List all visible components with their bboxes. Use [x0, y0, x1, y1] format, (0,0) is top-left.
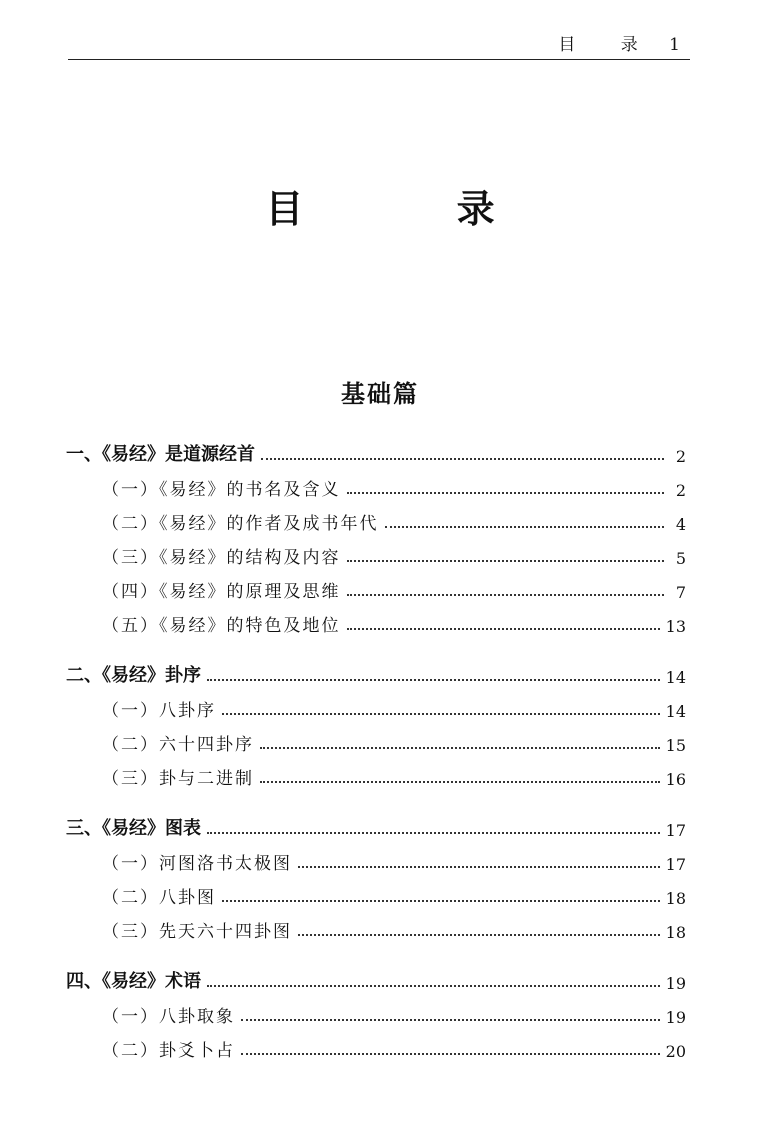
toc-entry-page: 7 — [675, 583, 686, 602]
toc-leader-dots — [261, 458, 664, 460]
toc-entry-label: （二）八卦图 — [102, 888, 216, 908]
toc-subsection-entry[interactable] — [66, 602, 686, 636]
toc-entry-label: （五）《易经》的特色及地位 — [102, 616, 341, 636]
toc-leader-dots — [222, 900, 660, 902]
toc-entry-page: 14 — [665, 702, 686, 721]
toc-leader-dots — [298, 934, 660, 936]
toc-entry-page: 17 — [665, 855, 686, 874]
toc-entry-label: （三）卦与二进制 — [102, 769, 254, 789]
page-title: 目 录 — [265, 187, 565, 231]
toc-entry-label: （一）《易经》的书名及含义 — [102, 480, 341, 500]
running-title: 目 录 — [558, 35, 658, 55]
toc-leader-dots — [260, 781, 660, 783]
toc-subsection-entry[interactable] — [66, 755, 686, 789]
toc-entry-label: 二、《易经》卦序 — [66, 665, 201, 686]
page-number: 1 — [669, 35, 682, 55]
toc-section-entry[interactable] — [66, 806, 686, 840]
toc-leader-dots — [207, 985, 660, 987]
toc-entry-page: 14 — [665, 668, 686, 687]
toc-entry-label: （二）卦爻卜占 — [102, 1041, 235, 1061]
toc-entry-page: 2 — [675, 481, 686, 500]
toc-entry-label: （三）《易经》的结构及内容 — [102, 548, 341, 568]
toc-entry-page: 18 — [665, 923, 686, 942]
toc-leader-dots — [241, 1053, 660, 1055]
toc-entry-page: 19 — [665, 974, 686, 993]
toc-leader-dots — [222, 713, 660, 715]
toc-entry-page: 16 — [665, 770, 686, 789]
toc-entry-label: （二）六十四卦序 — [102, 735, 254, 755]
toc-subsection-entry[interactable] — [66, 568, 686, 602]
toc-entry-label: （一）八卦序 — [102, 701, 216, 721]
toc-entry-label: （二）《易经》的作者及成书年代 — [102, 514, 379, 534]
toc-leader-dots — [347, 492, 665, 494]
toc-entry-label: 一、《易经》是道源经首 — [66, 444, 255, 465]
toc-leader-dots — [347, 628, 660, 630]
toc-entry-page: 15 — [665, 736, 686, 755]
running-header — [558, 30, 682, 55]
toc-entry-page: 5 — [675, 549, 686, 568]
header-rule — [68, 59, 690, 60]
toc-leader-dots — [298, 866, 660, 868]
toc-subsection-entry[interactable] — [66, 721, 686, 755]
toc-subsection-entry[interactable] — [66, 874, 686, 908]
toc-subsection-entry[interactable] — [66, 840, 686, 874]
toc-section-entry[interactable] — [66, 432, 686, 466]
toc-entry-label: 四、《易经》术语 — [66, 971, 201, 992]
toc-section-entry[interactable] — [66, 653, 686, 687]
toc-subsection-entry[interactable] — [66, 466, 686, 500]
toc-leader-dots — [347, 594, 665, 596]
toc-leader-dots — [347, 560, 665, 562]
toc-entry-label: （四）《易经》的原理及思维 — [102, 582, 341, 602]
toc-leader-dots — [260, 747, 660, 749]
toc-entry-label: 三、《易经》图表 — [66, 818, 201, 839]
toc-entry-page: 17 — [665, 821, 686, 840]
toc-leader-dots — [241, 1019, 660, 1021]
toc-entry-page: 19 — [665, 1008, 686, 1027]
toc-entry-page: 20 — [665, 1042, 686, 1061]
toc-entry-label: （一）八卦取象 — [102, 1007, 235, 1027]
toc-section-entry[interactable] — [66, 959, 686, 993]
toc-leader-dots — [385, 526, 665, 528]
toc-subsection-entry[interactable] — [66, 993, 686, 1027]
toc-subsection-entry[interactable] — [66, 908, 686, 942]
toc-entry-page: 4 — [675, 515, 686, 534]
toc-leader-dots — [207, 679, 660, 681]
toc-entry-page: 18 — [665, 889, 686, 908]
part-title: 基础篇 — [341, 379, 419, 408]
toc-subsection-entry[interactable] — [66, 534, 686, 568]
table-of-contents — [66, 432, 686, 1061]
toc-subsection-entry[interactable] — [66, 1027, 686, 1061]
toc-leader-dots — [207, 832, 660, 834]
toc-entry-page: 13 — [665, 617, 686, 636]
toc-entry-label: （三）先天六十四卦图 — [102, 922, 292, 942]
toc-subsection-entry[interactable] — [66, 500, 686, 534]
toc-subsection-entry[interactable] — [66, 687, 686, 721]
toc-entry-label: （一）河图洛书太极图 — [102, 854, 292, 874]
toc-entry-page: 2 — [675, 447, 686, 466]
